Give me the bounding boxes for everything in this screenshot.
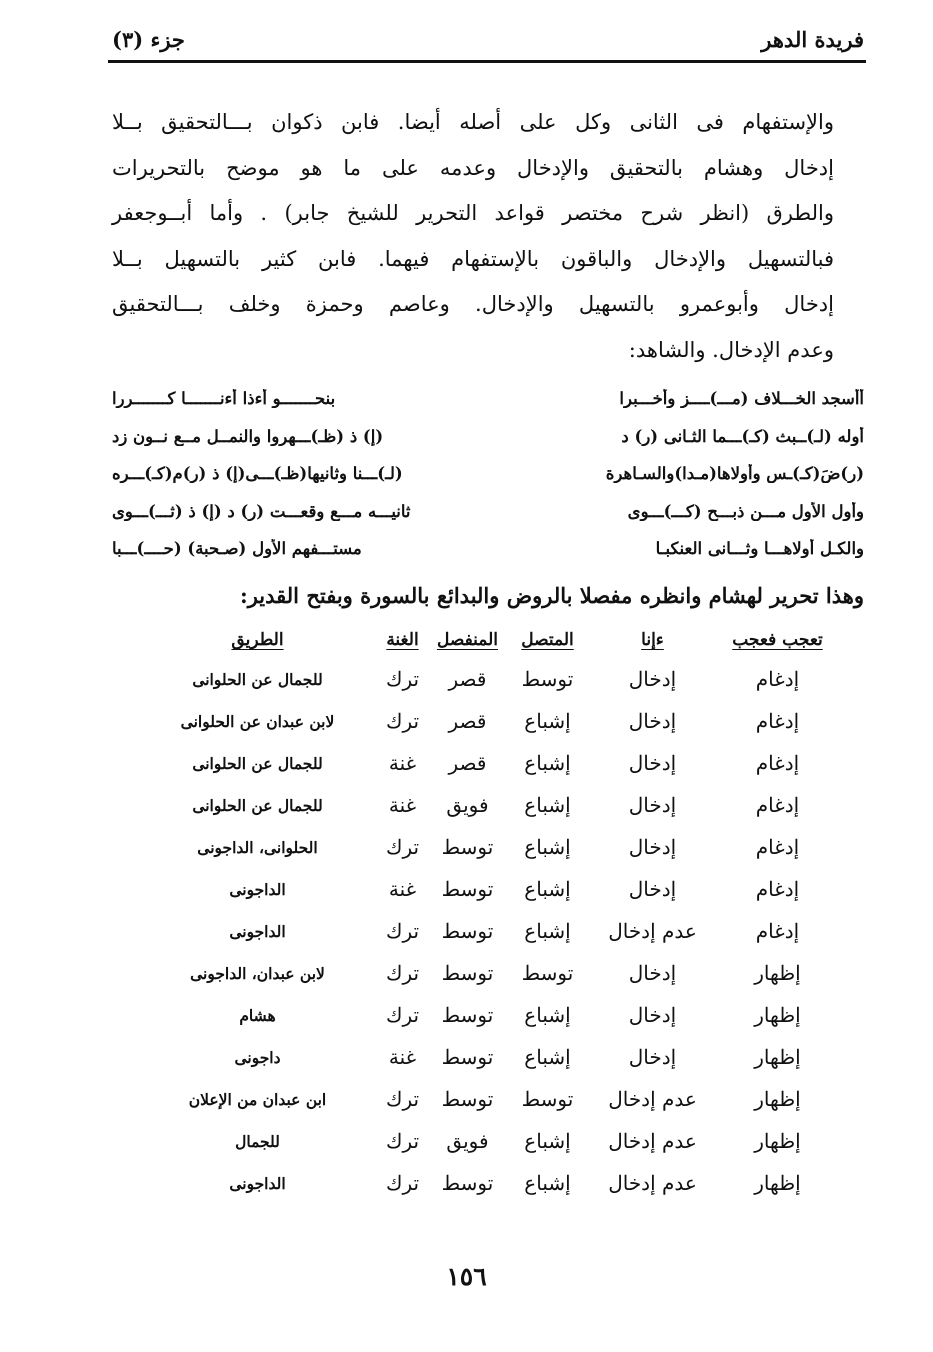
table-cell: ترك [385,961,420,985]
table-cell: إظهار [754,1129,801,1153]
table-cell: إشباع [524,1129,571,1153]
table-cell: ترك [385,667,420,691]
volume-label: جزء (٣) [112,26,185,52]
table-cell: إشباع [524,709,571,733]
table-cell: إشباع [524,751,571,775]
table-cell: الداجونى [229,879,286,899]
table-cell: إشباع [524,1045,571,1069]
table-cell: غنة [388,877,417,901]
table-cell: غنة [388,793,417,817]
table-cell: توسط [441,1045,494,1069]
table-cell: توسط [441,835,494,859]
table-cell: إظهار [754,1087,801,1111]
table-cell: إدخال [628,751,677,775]
paragraph-line: والطرق (انظر شرح مختصر قواعد التحرير للشيخ جابر) . وأما أبــوجعفر [112,201,834,225]
table-row [140,1120,840,1162]
table-cell: إشباع [524,1003,571,1027]
table-cell: ترك [385,919,420,943]
table-cell: ترك [385,835,420,859]
table-cell: قصر [448,751,487,775]
table-cell: فويق [446,793,489,817]
table-cell: إدخال [628,709,677,733]
column-header: الغنة [386,630,419,650]
table-header-row [140,622,840,658]
table-cell: توسط [441,1003,494,1027]
table-cell: إدخال [628,1003,677,1027]
verse-second-hemistich: ثانيـــه مـــع وقعـــت (ر) د (إ) ذ (ثـــ)ـــوى [112,501,411,521]
table-cell: إدخال [628,877,677,901]
paragraph-line: إدخال وهشام بالتحقيق والإدخال وعدمه على ما هو موضح بالتحريرات [112,155,834,180]
table-cell: إشباع [524,793,571,817]
table-row [140,868,840,910]
table-cell: عدم إدخال [608,1087,697,1111]
table-row [140,658,840,700]
verse-first-hemistich: وأول الأول مـــن ذبـــح (كـــ)ـــوى [627,501,864,521]
verse-first-hemistich: أوله (لـ)ــبث (كـ)ـــما الثـانى (ر) د [621,426,864,446]
verse-second-hemistich: بنحـــــــو أءذا أءنـــــــا كـــــــررا [112,389,336,409]
table-row [140,1078,840,1120]
verse-row [112,380,864,418]
table-cell: توسط [441,961,494,985]
running-header [112,20,864,58]
page-number: ١٥٦ [446,1262,487,1291]
table-cell: إشباع [524,877,571,901]
table-cell: إدغام [755,793,800,817]
book-title: فريدة الدهر [761,26,864,52]
verse-first-hemistich: أأسجد الخـــلاف (مـــ)ــــز وأخـــبرا [619,389,864,409]
table-cell: إدخال [628,793,677,817]
paragraph-line: فبالتسهيل والإدخال والباقون بالإستفهام فيهما. فابن كثير بالتسهيل بــلا [112,246,834,271]
table-cell: إدغام [755,919,800,943]
table-cell: إظهار [754,1171,801,1195]
verse-second-hemistich: (لـ)ـــنا وثانيها(ظـ)ـــى(إ) ذ (ر)م(كـ)ـــره [112,464,403,484]
verse-row [112,493,864,531]
table-row [140,700,840,742]
table-cell: عدم إدخال [608,1129,697,1153]
verse-first-hemistich: والكـل أولاهـــا وثـــانى العنكبـا [655,539,864,559]
column-header: المنفصل [436,630,499,650]
verse-second-hemistich: (إ) ذ (ظـ)ـــهروا والنمــل مــع نــون زد [112,426,384,446]
table-cell: قصر [448,709,487,733]
table-cell: إظهار [754,1003,801,1027]
table-cell: إدخال [628,961,677,985]
table-cell: إدخال [628,667,677,691]
table-cell: توسط [441,1087,494,1111]
table-row [140,826,840,868]
paragraph-line: والإستفهام فى الثانى وكل على أصله أيضا. فابن ذكوان بـــالتحقيق بــلا [112,110,834,134]
table-cell: عدم إدخال [608,1171,697,1195]
table-cell: إدغام [755,751,800,775]
table-cell: إظهار [754,961,801,985]
table-row [140,952,840,994]
table-cell: إدخال [628,1045,677,1069]
table-row [140,742,840,784]
column-header: تعجب فعجب [732,630,823,650]
table-row [140,910,840,952]
verse-row [112,530,864,568]
table-cell: توسط [441,919,494,943]
table-cell: إدخال [628,835,677,859]
table-cell: توسط [521,961,574,985]
table-cell: الحلوانى، الداجونى [197,837,318,857]
table-cell: إدغام [755,835,800,859]
table-cell: الداجونى [229,921,286,941]
poem-verses [112,380,864,568]
paragraph-line: وعدم الإدخال. والشاهد: [628,337,834,362]
table-cell: ترك [385,1171,420,1195]
table-row [140,994,840,1036]
body-paragraph [112,100,834,373]
table-cell: توسط [521,1087,574,1111]
table-cell: إشباع [524,835,571,859]
table-cell: لابن عبدان عن الحلوانى [180,711,335,731]
table-cell: توسط [441,877,494,901]
table-cell: الداجونى [229,1173,286,1193]
table-cell: لابن عبدان، الداجونى [190,963,325,983]
verse-row [112,418,864,456]
table-cell: توسط [441,1171,494,1195]
table-intro: وهذا تحرير لهشام وانظره مفصلا بالروض والبدائع بالسورة وبفتح القدير: [239,583,864,608]
table-cell: ترك [385,1003,420,1027]
verse-row [112,455,864,493]
table-cell: غنة [388,1045,417,1069]
table-row [140,1162,840,1204]
table-cell: إشباع [524,919,571,943]
verse-second-hemistich: مستـــفهم الأول (صـحبة) (حــــ)ـــبا [112,539,362,559]
table-cell: إدغام [755,877,800,901]
table-cell: هشام [239,1005,276,1025]
table-cell: عدم إدخال [608,919,697,943]
table-cell: للجمال عن الحلوانى [192,669,323,689]
table-cell: للجمال عن الحلوانى [192,753,323,773]
table-cell: إدغام [755,667,800,691]
table-row [140,1036,840,1078]
table-cell: إظهار [754,1045,801,1069]
table-cell: فويق [446,1129,489,1153]
tahrir-table [140,622,840,1204]
table-cell: ترك [385,1087,420,1111]
table-cell: إشباع [524,1171,571,1195]
table-cell: إدغام [755,709,800,733]
table-cell: ابن عبدان من الإعلان [188,1089,327,1109]
table-cell: ترك [385,1129,420,1153]
table-cell: داجونى [234,1047,281,1067]
table-cell: غنة [388,751,417,775]
table-cell: للجمال [235,1131,280,1151]
table-row [140,784,840,826]
table-cell: للجمال عن الحلوانى [192,795,323,815]
column-header: الطريق [231,630,284,650]
paragraph-line: إدخال وأبوعمرو بالتسهيل والإدخال. وعاصم وحمزة وخلف بـــالتحقيق [112,292,834,316]
verse-first-hemistich: (ر)ضَ(كـ)ـس وأولاها(مـدا)والسـاهرة [605,464,864,484]
table-cell: توسط [521,667,574,691]
header-rule [108,60,866,63]
table-cell: قصر [448,667,487,691]
table-cell: ترك [385,709,420,733]
column-header: المتصل [521,630,574,650]
column-header: ءإنا [641,630,664,650]
